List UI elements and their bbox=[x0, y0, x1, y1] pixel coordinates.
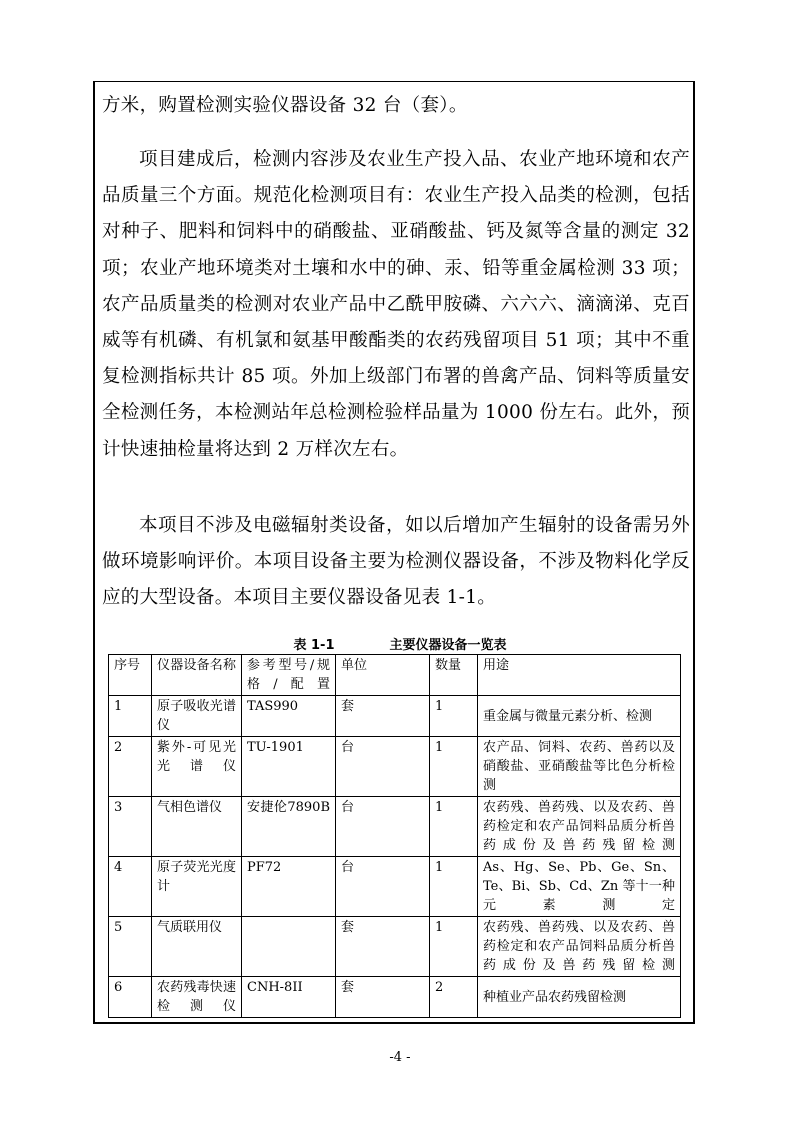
cell-model: PF72 bbox=[242, 857, 336, 917]
cell-quantity: 1 bbox=[430, 737, 478, 797]
cell-model: TU-1901 bbox=[242, 737, 336, 797]
cell-unit: 台 bbox=[336, 857, 430, 917]
cell-purpose: 重金属与微量元素分析、检测 bbox=[478, 696, 681, 737]
header-quantity: 数量 bbox=[430, 655, 478, 696]
cell-index: 6 bbox=[109, 977, 152, 1018]
header-unit: 单位 bbox=[336, 655, 430, 696]
header-model: 参考型号/规格/配置 bbox=[242, 655, 336, 696]
table-row bbox=[109, 857, 681, 917]
cell-name: 原子荧光光度计 bbox=[152, 857, 242, 917]
cell-unit: 套 bbox=[336, 977, 430, 1018]
cell-index: 1 bbox=[109, 696, 152, 737]
table-row bbox=[109, 737, 681, 797]
cell-unit: 套 bbox=[336, 917, 430, 977]
paragraph-3: 本项目不涉及电磁辐射类设备，如以后增加产生辐射的设备需另外做环境影响评价。本项目设备主要为检测仪器设备，不涉及物料化学反应的大型设备。本项目主要仪器设备见表 1-1。 bbox=[102, 515, 690, 609]
table-header-row bbox=[109, 655, 681, 696]
table-caption bbox=[0, 634, 800, 653]
cell-index: 2 bbox=[109, 737, 152, 797]
table-row bbox=[109, 917, 681, 977]
cell-purpose: 农药残、兽药残、以及农药、兽药检定和农产品饲料品质分析兽药成份及兽药残留检测 bbox=[478, 917, 681, 977]
header-name: 仪器设备名称 bbox=[152, 655, 242, 696]
cell-quantity: 1 bbox=[430, 797, 478, 857]
cell-model: CNH-8II bbox=[242, 977, 336, 1018]
cell-purpose: 种植业产品农药残留检测 bbox=[478, 977, 681, 1018]
cell-name: 原子吸收光谱仪 bbox=[152, 696, 242, 737]
cell-name: 紫外-可见光光谱仪 bbox=[152, 737, 242, 797]
cell-quantity: 1 bbox=[430, 696, 478, 737]
table-row bbox=[109, 696, 681, 737]
cell-unit: 台 bbox=[336, 797, 430, 857]
page-number: -4 - bbox=[389, 1050, 411, 1065]
cell-purpose: 农药残、兽药残、以及农药、兽药检定和农产品饲料品质分析兽药成份及兽药残留检测 bbox=[478, 797, 681, 857]
cell-index: 3 bbox=[109, 797, 152, 857]
cell-model: TAS990 bbox=[242, 696, 336, 737]
header-purpose: 用途 bbox=[478, 655, 681, 696]
equipment-table bbox=[108, 654, 681, 1018]
paragraph-2: 项目建成后，检测内容涉及农业生产投入品、农业产地环境和农产品质量三个方面。规范化检测项目有：农业生产投入品类的检测，包括对种子、肥料和饲料中的硝酸盐、亚硝酸盐、钙及氮等含量的测定 32 项；农业产地环境类对土壤和水中的砷、汞、铅等重金属检测 33 项；农产品质量类的检测对农业产品中乙酰甲胺磷、六六六、滴滴涕、克百威等有机磷、有机氯和氨基甲酸酯类的农药残留项目 51 项；其中不重复检测指标共计 85 项。外加上级部门布署的兽禽产品、饲料等质量安全检测任务，本检测站年总检测检验样品量为 1000 份左右。此外，预计快速抽检量将达到 2 万样次左右。 bbox=[102, 149, 690, 460]
cell-name: 农药残毒快速检测仪 bbox=[152, 977, 242, 1018]
cell-purpose: As、Hg、Se、Pb、Ge、Sn、Te、Bi、Sb、Cd、Zn 等十一种元素测定 bbox=[478, 857, 681, 917]
cell-index: 5 bbox=[109, 917, 152, 977]
cell-quantity: 2 bbox=[430, 977, 478, 1018]
cell-model: 安捷伦7890B bbox=[242, 797, 336, 857]
cell-quantity: 1 bbox=[430, 917, 478, 977]
cell-quantity: 1 bbox=[430, 857, 478, 917]
cell-name: 气相色谱仪 bbox=[152, 797, 242, 857]
table-caption-title: 主要仪器设备一览表 bbox=[389, 638, 507, 653]
table-caption-number: 表 1-1 bbox=[293, 638, 335, 653]
table-row bbox=[109, 797, 681, 857]
cell-unit: 套 bbox=[336, 696, 430, 737]
cell-model bbox=[242, 917, 336, 977]
cell-unit: 台 bbox=[336, 737, 430, 797]
cell-name: 气质联用仪 bbox=[152, 917, 242, 977]
header-index: 序号 bbox=[109, 655, 152, 696]
cell-purpose: 农产品、饲料、农药、兽药以及硝酸盐、亚硝酸盐等比色分析检测 bbox=[478, 737, 681, 797]
cell-index: 4 bbox=[109, 857, 152, 917]
paragraph-1: 方米，购置检测实验仪器设备 32 台（套）。 bbox=[102, 95, 468, 116]
table-row bbox=[109, 977, 681, 1018]
